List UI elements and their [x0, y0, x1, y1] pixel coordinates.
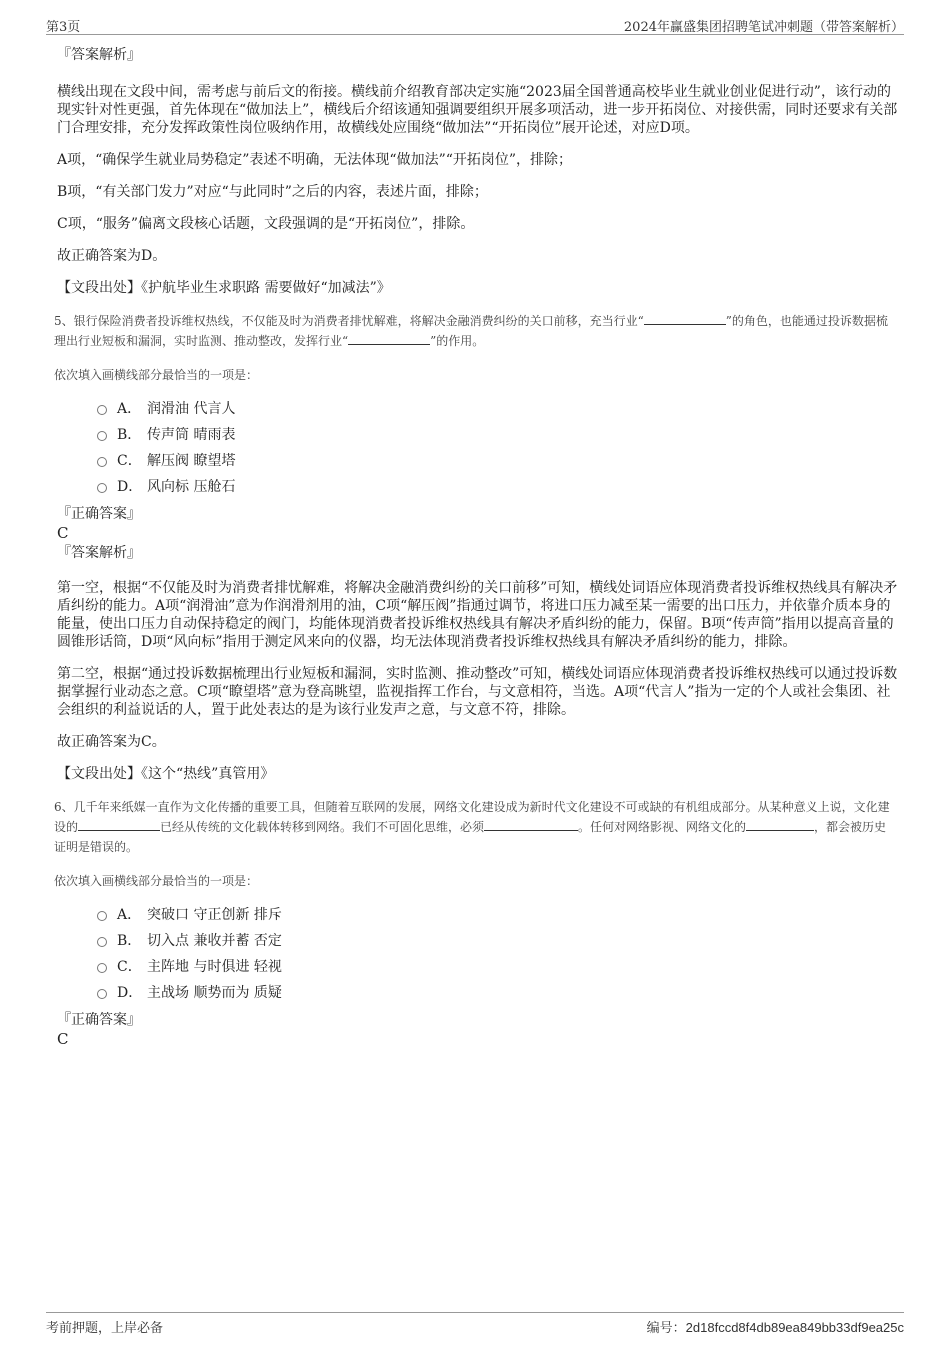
analysis-paragraph: 横线出现在文段中间，需考虑与前后文的衔接。横线前介绍教育部决定实施“2023届全国普通高校毕业生就业创业促进行动”，该行动的现实针对性更强，首先体现在“做加法上”，横线后介绍该通知强调要组织开展多项活动，进一步开拓岗位、对接供需，同时还要求有关部门合理安排，充分发挥政策性岗位吸纳作用，故横线处应围绕“做加法”“开拓岗位”展开论述，对应D项。 [57, 84, 898, 136]
analysis-paragraph: 第一空，根据“不仅能及时为消费者排忧解难，将解决金融消费纠纷的关口前移”可知，横线处词语应体现消费者投诉维权热线具有解决矛盾纠纷的能力。A项“润滑油”意为作润滑剂用的油，C项“解压阀”指通过调节，将进口压力减至某一需要的出口压力，并依靠介质本身的能量，使出口压力自动保持稳定的阀门，均能体现消费者投诉维权热线具有解决矛盾纠纷的能力，保留。B项“传声筒”指用以提高音量的圆锥形话筒，D项“风向标”指用于测定风来向的仪器，均无法体现消费者投诉维权热线具有解决矛盾纠纷的能力，排除。 [57, 580, 898, 650]
question-6 [54, 797, 898, 1048]
analysis-paragraph: C项，“服务”偏离文段核心话题，文段强调的是“开拓岗位”，排除。 [57, 216, 475, 232]
blank-line [644, 312, 726, 325]
code-label: 编号： [646, 1320, 686, 1335]
option-a[interactable]: A． 突破口 守正创新 排斥 [97, 901, 898, 927]
question-stem: 6、几千年来纸媒一直作为文化传播的重要工具，但随着互联网的发展，网络文化建设成为新时代文化建设不可或缺的有机组成部分。从某种意义上说，文化建设的 已经从传统的文化载体转移到网络。我们不可固化思维，必须 。任何对网络影视、网络文化的 ，都会被历史证明是错误的。 [54, 800, 890, 854]
option-c[interactable]: C． 主阵地 与时俱进 轻视 [97, 953, 898, 979]
radio-icon[interactable] [97, 405, 107, 415]
document-title: 2024年赢盛集团招聘笔试冲刺题（带答案解析） [623, 20, 904, 35]
option-d[interactable]: D． 主战场 顺势而为 质疑 [97, 979, 898, 1005]
analysis-paragraph: 第二空，根据“通过投诉数据梳理出行业短板和漏洞，实时监测、推动整改”可知，横线处词语应体现消费者投诉维权热线可以通过投诉数据掌握行业动态之意。C项“瞭望塔”意为登高眺望，监视指挥工作台，与文意相符，当选。A项“代言人”指为一定的个人或社会集团、社会组织的利益说话的人，置于此处表达的是为该行业发声之意，与文意不符，排除。 [57, 666, 898, 718]
blank-line [484, 818, 578, 831]
blank-line [746, 818, 814, 831]
option-a[interactable]: A． 润滑油 代言人 [97, 395, 898, 421]
page-number: 第3页 [46, 20, 81, 35]
option-b[interactable]: B． 传声筒 晴雨表 [97, 421, 898, 447]
analysis-paragraph: A项，“确保学生就业局势稳定”表述不明确，无法体现“做加法”“开拓岗位”，排除； [57, 152, 573, 168]
question-prompt: 依次填入画横线部分最恰当的一项是： [54, 368, 259, 382]
option-list [97, 395, 898, 499]
radio-icon[interactable] [97, 431, 107, 441]
radio-icon[interactable] [97, 963, 107, 973]
code-value: 2d18fccd8f4db89ea849bb33df9ea25c [685, 1320, 904, 1335]
answer-statement: 故正确答案为C。 [57, 734, 166, 750]
page-content [54, 42, 898, 1048]
question-stem: 5、银行保险消费者投诉维权热线，不仅能及时为消费者排忧解难，将解决金融消费纠纷的关口前移，充当行业“ ”的角色，也能通过投诉数据梳理出行业短板和漏洞，实时监测、推动整改，发挥行业“ ”的作用。 [54, 314, 888, 348]
answer-statement: 故正确答案为D。 [57, 248, 167, 264]
page-header [46, 12, 904, 35]
correct-answer: C [57, 1030, 69, 1048]
document-code [647, 1317, 904, 1336]
option-list [97, 901, 898, 1005]
option-c[interactable]: C． 解压阀 瞭望塔 [97, 447, 898, 473]
source-citation: 【文段出处】《这个“热线”真管用》 [57, 766, 275, 782]
radio-icon[interactable] [97, 937, 107, 947]
question-5 [54, 311, 898, 783]
blank-line [348, 332, 430, 345]
question-prompt: 依次填入画横线部分最恰当的一项是： [54, 874, 259, 888]
blank-line [78, 818, 160, 831]
correct-answer-label: 『正确答案』 [57, 1012, 141, 1028]
option-b[interactable]: B． 切入点 兼收并蓄 否定 [97, 927, 898, 953]
radio-icon[interactable] [97, 911, 107, 921]
analysis-label: 『答案解析』 [57, 545, 141, 561]
radio-icon[interactable] [97, 989, 107, 999]
correct-answer: C [57, 524, 69, 542]
page-footer [46, 1312, 904, 1337]
radio-icon[interactable] [97, 457, 107, 467]
footer-slogan: 考前押题，上岸必备 [46, 1321, 164, 1336]
correct-answer-label: 『正确答案』 [57, 506, 141, 522]
option-d[interactable]: D． 风向标 压舱石 [97, 473, 898, 499]
radio-icon[interactable] [97, 483, 107, 493]
analysis-paragraph: B项，“有关部门发力”对应“与此同时”之后的内容，表述片面，排除； [57, 184, 488, 200]
analysis-label: 『答案解析』 [57, 47, 141, 63]
source-citation: 【文段出处】《护航毕业生求职路 需要做好“加减法”》 [57, 280, 391, 296]
